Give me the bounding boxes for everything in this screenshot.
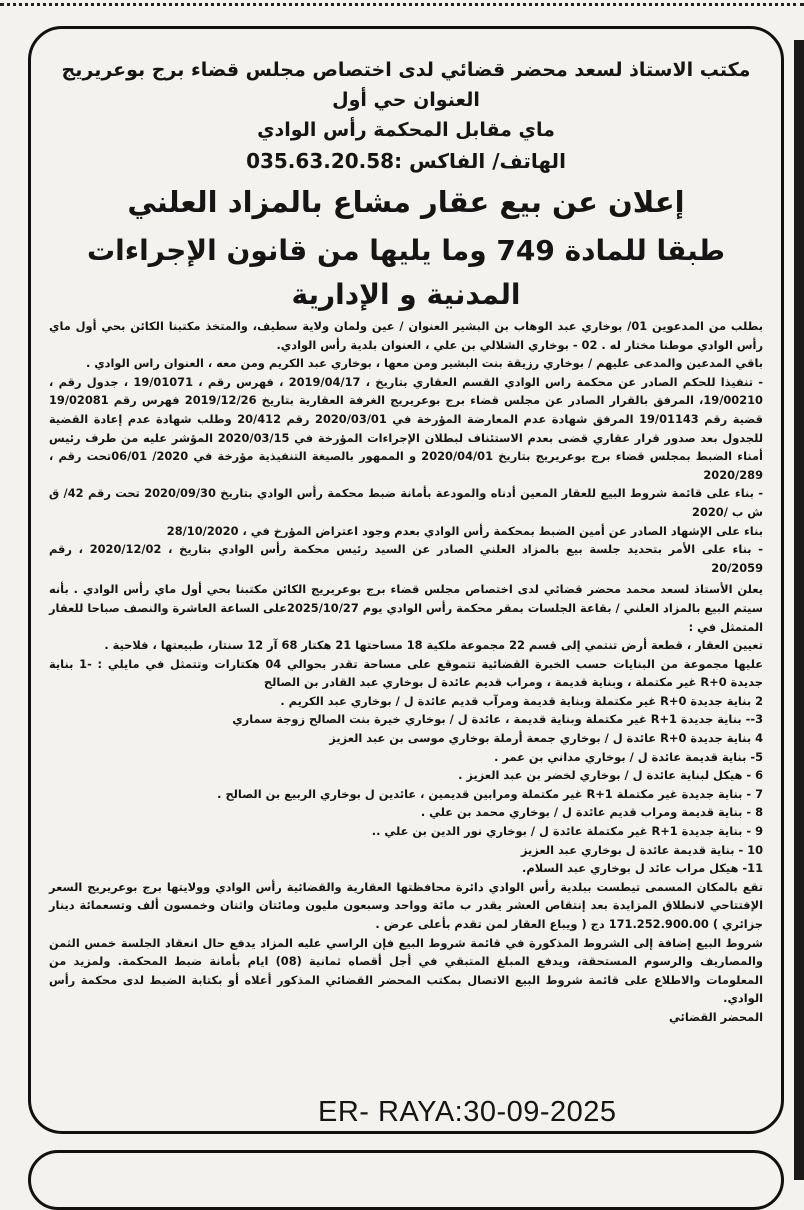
paragraph-sale-terms: شروط البيع إضافة إلى الشروط المذكورة في قائمة شروط البيع فإن الراسي عليه المزاد يدفع حال انعقاد الجلسة خمس الثمن والمصاريف والرسوم المستحقة، ويدفع المبلغ المتبقي في أجل أقصاه ثمانية (08) ايام بأمانة ضبط المحكمة. ولمزيد من المعلومات والاطلاع على قائمة شروط البيع الاتصال بمكتب المحضر القضائي المذكور أعلاه أو بكتابة الضبط لدى محكمة رأس الوادي. [49, 935, 763, 1006]
paragraph-judgment: - تنفيذا للحكم الصادر عن محكمة راس الوادي القسم العقاري بتاريخ ، 2019/04/17 ، فهرس رقم ، 19/01071 ، جدول رقم ، 19/00210، المرفق بالقرار الصادر عن مجلس قضاء برج بوعريريج الغرفة العقارية بتاريخ 2019/12/26 فهرس رقم 19/02081 قضية رقم 19/01143 المرفق شهادة عدم المعارضة المؤرخة في 2020/03/01 رقم 20/412 وطلب شهادة عدم إعادة القضية للجدول بعد صدور قرار عقاري قضى بعدم الاستئناف لبطلان الإجراءات المؤرخة في 2020/03/15 المؤشر عليه من طرف رئيس أمناء الضبط بمجلس قضاء برج بوعريريج بتاريخ 2020/04/01 و الممهور بالصيغة التنفيذية مؤرخة في 2020/ 06/01تحت رقم ، 2020/289 [49, 374, 763, 482]
paragraph-location-price: تقع بالمكان المسمى تيطست ببلدية رأس الوادي دائرة محافظتها العقارية والقضائية رأس الوادي وولايتها برج بوعريريج السعر الإفتتاحي لانطلاق المزايدة بعد إنتقاص العشر يقدر ب مائة وواحد وسبعون مليون ومائتان واثنان وخمسون ألف وتسعمائة دينار جزائري ) 171.252.900.00 دج ( ويباع العقار لمن تقدم بأعلى عرض . [49, 879, 763, 931]
paragraph-announcement: يعلن الأستاذ لسعد محمد محضر قضائي لدى اختصاص مجلس قضاء برج بوعريريج الكائن مكتبنا بحي أول ماي رأس الوادي . بأنه سيتم البيع بالمزاد العلني / بقاعة الجلسات بمقر محكمة رأس الوادي يوم 2025/10/27على الساعة العاشرة والنصف صباحا للعقار المتمثل في : [49, 582, 763, 634]
list-item: 4 بناية جديدة R+0 عائدة ل / بوخاري جمعة أرملة بوخاري موسى بن عبد العزيز [329, 731, 763, 746]
fax-number: 035.63.20.58: [246, 149, 403, 173]
list-item: 11- هيكل مراب عائد ل بوخاري عبد السلام. [522, 861, 763, 876]
office-header [49, 55, 763, 145]
office-address-line-2: ماي مقابل المحكمة رأس الوادي [257, 119, 555, 141]
list-item: 2 بناية جديدة R+0 غير مكتملة وبناية قديمة ومرآب قديم عائدة ل / بوخاري عبد الكريم . [280, 693, 763, 708]
fax-label: الهاتف/ الفاكس [409, 149, 566, 173]
notice-subtitle: طبقا للمادة 749 وما يليها من قانون الإجراءات المدنية و الإدارية [87, 234, 725, 311]
list-item: 9 - بناية جديدة R+1 غير مكتملة عائدة ل / بوخاري نور الدين بن علي .. [371, 824, 763, 839]
list-item: 10 - بناية قديمة عائدة ل بوخاري عبد العزيز [520, 842, 763, 857]
notice-body [49, 317, 763, 1008]
list-item: 8 - بناية قديمة ومراب قديم عائدة ل / بوخاري محمد بن علي . [420, 805, 763, 820]
signature: المحضر القضائي [669, 1009, 763, 1024]
phone-fax [49, 145, 763, 177]
top-dotted-border [0, 3, 804, 6]
paragraph-buildings: عليها مجموعة من البنايات حسب الخبرة القضائية تتموقع على مساحة تقدر بحوالي 04 هكتارات وتتمثل في مايلي : -1 بناية جديدة R+0 غير مكتملة ، وبناية قديمة ، ومراب قديم عائدة ل بوخاري عبد القادر بن الصالح [49, 656, 763, 690]
paragraph-sale-conditions-list: - بناء على قائمة شروط البيع للعقار المعين أدناه والمودعة بأمانة ضبط محكمة رأس الوادي بتاريخ 2020/09/30 تحت رقم 42/ ق ش ب /2020 [49, 486, 764, 519]
building-list [49, 692, 763, 878]
paragraph-property-designation: تعيين العقار ، قطعة أرض تنتمي إلى قسم 22 مجموعة ملكية 18 مساحتها 21 هكتار 68 آر 12 سنتار، طبيعتها ، فلاحية . [104, 638, 763, 653]
list-item: 3-- بناية جديدة R+1 غير مكتملة وبناية قديمة ، عائدة ل / بوخاري خيرة بنت الصالح زوجة سماري [232, 712, 763, 727]
list-item: 5- بناية قديمة عائدة ل / بوخاري مداني بن عمر . [494, 749, 763, 764]
list-item: 7 - بناية جديدة غير مكتملة R+1 غير مكتملة ومرابين قديمين ، عائدين ل بوخاري الربيع بن الصالح . [217, 786, 763, 801]
newspaper-date: ER- RAYA:30-09-2025 [310, 1096, 625, 1129]
paragraph-no-objection: بناء على الإشهاد الصادر عن أمين الضبط بمحكمة رأس الوادي بعدم وجود اعتراض المؤرخ في ، 28/10/2020 [166, 523, 763, 538]
paragraph-requesters: بطلب من المدعوين 01/ بوخاري عبد الوهاب بن البشير العنوان / عين ولمان ولاية سطيف، والمتخذ مكتبنا الكائن بحي أول ماي رأس الوادي موطنا مختار له . 02 - بوخاري الشلالي بن علي ، العنوان بلدية رأس الوادي. [49, 319, 763, 352]
office-address-line-1: مكتب الاستاذ لسعد محضر قضائي لدى اختصاص مجلس قضاء برج بوعريريج العنوان حي أول [61, 59, 751, 111]
next-notice-frame [28, 1150, 784, 1210]
paragraph-session-order: - بناء على الأمر بتحديد جلسة بيع بالمزاد العلني الصادر عن السيد رئيس محكمة رأس الوادي بتاريخ ، 2020/12/02 ، رقم 20/2059 [49, 542, 764, 575]
paragraph-other-parties: باقي المدعين والمدعى عليهم / بوخاري رزيقة بنت البشير ومن معها ، بوخاري عبد الكريم ومن معه ، العنوان راس الوادي . [85, 356, 763, 371]
auction-notice [28, 26, 784, 1134]
adjacent-column-edge [794, 40, 804, 1180]
notice-title: إعلان عن بيع عقار مشاع بالمزاد العلني [127, 185, 685, 219]
list-item: 6 - هيكل لبناية عائدة ل / بوخاري لخضر بن عبد العزيز . [458, 768, 763, 783]
